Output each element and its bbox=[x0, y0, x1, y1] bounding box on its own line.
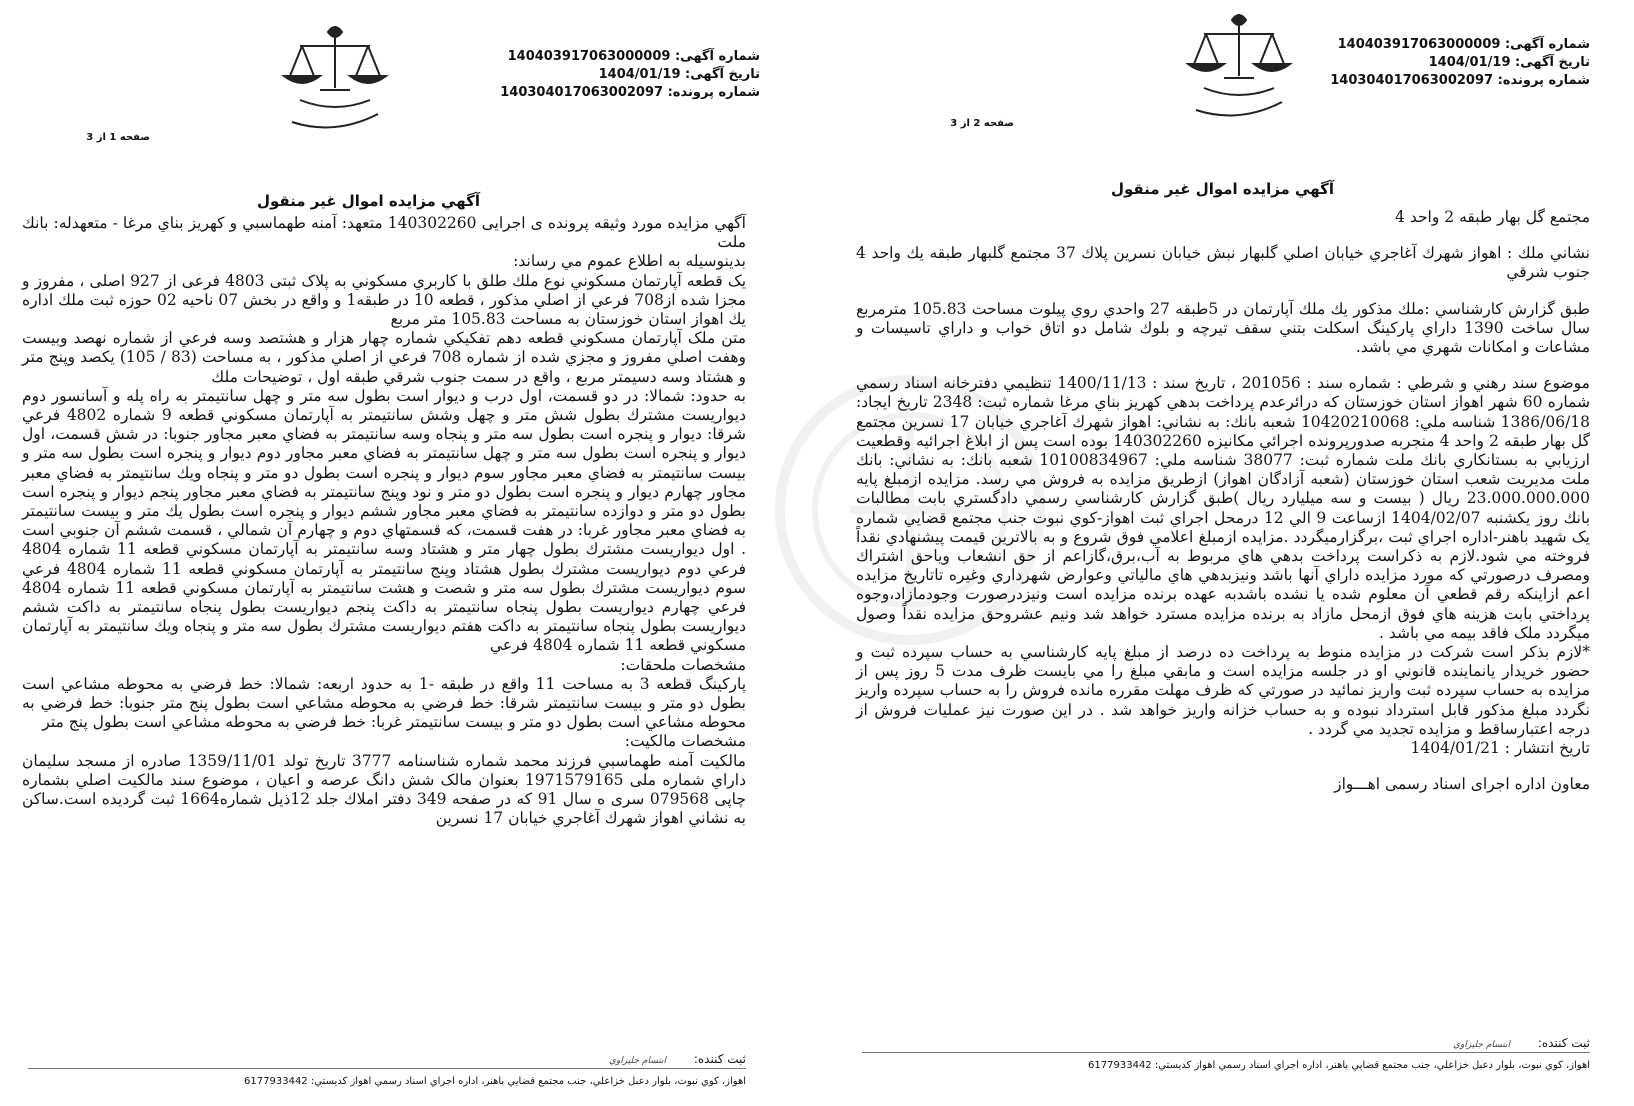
notice-number-label: شماره آگهی: bbox=[674, 49, 760, 64]
notice-meta bbox=[1330, 36, 1590, 90]
ad-body bbox=[22, 214, 746, 829]
ad-title: آگهي مزايده اموال غير منقول bbox=[256, 192, 480, 210]
property-description: یک قطعه آپارتمان مسكوني نوع ملك طلق با كاربري مسكوني به پلاک ثبتی 4803 فرعی از 927 اصلی ، مفروز و مجزا شده از708 فرعي از اصلي مذكور ، قطعه 10 در طبقه1 و واقع در بخش 07 ناحيه 02 حوزه ثبت ملك اداره يك اهواز استان خوزستان به مساحت 105.83 متر مربع bbox=[22, 271, 747, 329]
notice-date: 1404/01/19 bbox=[598, 67, 681, 82]
registrar-signature: ابتسام جليزاوي bbox=[1452, 1040, 1511, 1050]
parking-description: پاركينگ قطعه 3 به مساحت 11 واقع در طبقه -1 به حدود اربعه: شمالا: خط فرضي به محوطه مشاعي است بطول دو متر و بيست سانتيمتر شرقا: خط فرضي به محوطه مشاعي است بطول پنج متر جنوبا: خط فرضي به محوطه مشاعي است بطول دو متر و بيست سانتيمتر غربا: خط فرضي به محوطه مشاعي است بطول پنج متر bbox=[22, 674, 747, 732]
registrar bbox=[1453, 1036, 1590, 1050]
page-number: صفحه 2 از 3 bbox=[950, 118, 1014, 129]
property-address: نشاني ملك : اهواز شهرك آغاجري خيابان اصلي گلبهار نبش خيابان نسرين پلاك 37 مجتمع گلبهار طبقه يك واحد 4 جنوب شرقي bbox=[856, 244, 1590, 282]
notice-number-row bbox=[1330, 36, 1590, 54]
registrar-label: ثبت کننده: bbox=[1537, 1036, 1590, 1050]
annex-heading: مشخصات ملحقات: bbox=[620, 655, 746, 674]
file-number-label: شماره پرونده: bbox=[1497, 73, 1590, 88]
document-page-2 bbox=[834, 0, 1634, 1106]
property-unit: مجتمع گل بهار طبقه 2 واحد 4 bbox=[1395, 208, 1590, 226]
property-boundaries: به حدود: شمالا: در دو قسمت، اول درب و ديوار است بطول سه متر و چهل سانتيمتر به راه پله و آسانسور دوم ديواريست مشترك بطول شش متر و چهل وشش سانتيمتر به آپارتمان مسكوني قطعه 9 شماره 4802 فرعي شرقا: ديوار و پنجره است بطول سه متر و پنجاه وسه سانتيمتر به فضاي معبر مجاور جنوبا: در شش قسمت، اول ديوار و پنجره است بطول سه متر و چهل سانتيمتر به فضاي معبر مجاور دوم ديوار و پنجره است بطول سه متر و بيست سانتيمتر به فضاي معبر مجاور سوم ديوار و پنجره است بطول دو متر و پنجاه ويك سانتيمتر به فضاي معبر مجاور چهارم ديوار و پنجره است بطول دو متر و نود وپنج سانتيمتر به فضاي معبر مجاور پنجم ديوار و پنجره است بطول دو متر و دوازده سانتيمتر به فضاي معبر مجاور ششم ديوار و پنجره است بطول يك متر و بيست سانتيمتر به فضاي معبر مجاور غربا: در هفت قسمت، كه قسمتهاي دوم و چهارم آن شمالي ، قسمت ششم آن جنوبي است . اول ديواريست مشترك بطول چهار متر و هشتاد وسه سانتيمتر به آپارتمان مسكوني قطعه 11 شماره 4804 فرعي دوم ديواريست مشترك بطول هشتاد وپنج سانتيمتر به آپارتمان مسكوني قطعه 11 شماره 4804 فرعي سوم ديواريست مشترك بطول سه متر و شصت و هشت سانتيمتر به آپارتمان مسكوني قطعه 11 شماره 4804 فرعي چهارم ديواريست بطول پنجاه سانتيمتر به داكت پنجم ديواريست بطول پنجاه سانتيمتر به داكت ششم ديواريست بطول پنجاه سانتيمتر به داكت هفتم ديواريست مشترك بطول سه متر و پنجاه ويك سانتيمتر به آپارتمان مسكوني قطعه 11 شماره 4804 فرعي bbox=[22, 386, 747, 655]
file-number: 140304017063002097 bbox=[500, 85, 664, 100]
expert-report: طبق گزارش كارشناسي :ملك مذكور يك ملك آپارتمان در 5طبقه 27 واحدي روي پيلوت مساحت 105.83 مترمربع سال ساخت 1390 داراي پاركينگ اسكلت بتني سقف تيرچه و بلوك شامل دو اتاق خواب و داراي تاسيسات و مشاعات و امكانات شهري مي باشد. bbox=[856, 299, 1590, 357]
footer-address: اهواز، کوي نبوت، بلوار دعبل خزاعلي، جنب مجتمع قضايي باهنر، اداره اجراي اسناد رسمي اهواز کديستي: 6177933442 bbox=[1088, 1060, 1590, 1071]
participation-notes: *لازم بذكر است شركت در مزايده منوط به پرداخت ده درصد از مبلغ پايه كارشناسي به حساب سپرده ثبت و حضور خريدار يانماينده قانوني او در جلسه مزايده است و مابقي مبلغ را مي بايست ظرف مدت 5 روز پس از مزايده به حساب سپرده ثبت واريز نمائيد در صورتي كه ظرف مهلت مقرره مانده فروش را به حساب سپرده واريز نگردد مبلغ مذكور قابل استرداد نبوده و به حساب خزانه واريز خواهد شد . در اين صورت نيز عمليات فروش از درجه اعتبارساقط و مزايده تجديد مي گردد . bbox=[856, 643, 1590, 738]
registrar bbox=[609, 1052, 746, 1066]
ad-body bbox=[856, 208, 1590, 794]
document-page-1 bbox=[0, 0, 800, 1106]
auction-terms: موضوع سند رهني و شرطي : شماره سند : 201056 ، تاريخ سند : 1400/11/13 تنظيمي دفترخانه اسناد رسمي شماره 60 شهر اهواز استان خوزستان كه درائرعدم پرداخت بدهي كهريز بناي مرغا شماره ثبت: 2348 تاريخ ايجاد: 1386/06/18 شناسه ملي: 10420210068 شعبه بانك: به نشاني: اهواز شهرك آغاجري خيابان 17 نسرين مجتمع گل بهار طبقه 2 واحد 4 منجربه صدورپرونده اجرائي مكانيزه 140302260 بوده است پس از ابلاغ اجرائيه وقطعيت ارزيابي به بستانكاري بانك ملت شماره ثبت: 38077 شناسه ملي: 10100834967 شعبه بانك: به نشاني: بانك ملت مديريت شعب استان خوزستان (شعبه آزادگان اهواز) ازطريق مزايده به فروش مي رسد. مزايده ازمبلغ پايه 23.000.000.000 ريال ( بيست و سه ميليارد ريال )طبق گزارش كارشناسي رسمي دادگستري بابت مطالبات بانك روز يكشنبه 1404/02/07 ازساعت 9 الي 12 درمحل اجراي ثبت اهواز-كوي نبوت جنب مجتمع قضايي شماره يک شهيد باهنر-اداره اجراي ثبت ،برگزارميگردد .مزايده ازمبلغ اعلامي فوق شروع و به بالاترين قيمت پيشنهادي نقداً فروخته مي شود.لازم به ذكراست پرداخت بدهي هاي مربوط به آب،برق،گازاعم از حق انشعاب وياحق اشتراك ومصرف درصورتي كه مورد مزايده داراي آنها باشد ونيزبدهي هاي مالياتي وعوارض شهرداري وغيره تاتاريخ مزايده اعم ازاينكه رقم قطعي آن معلوم شده يا نشده باشدبه عهده برنده مزايده است ونيزدرصورت وجودمازاد،وجوه پرداختي بابت هزينه هاي فوق ازمحل مازاد به برنده مزايده مسترد خواهد شد ونيم عشروحق مزايده نقداً وصول ميگردد ملک فاقد بيمه مي باشد . bbox=[856, 374, 1591, 642]
ownership-details: مالكيت آمنه طهماسبي فرزند محمد شماره شناسنامه 3777 تاريخ تولد 1359/11/01 صادره از مسجد سليمان داراي شماره ملی 1971579165 بعنوان مالک شش دانگ عرصه و اعيان ، موضوع سند مالکيت اصلي بشماره چاپی 079568 سری ه سال 91 كه در صفحه 349 دفتر املاك جلد 12ذيل شماره1664 ثبت گرديده است.ساكن به نشاني اهواز شهرك آغاجري خيابان 17 نسرين bbox=[22, 751, 746, 828]
notice-date-row bbox=[500, 66, 760, 84]
judiciary-emblem-icon bbox=[270, 18, 400, 138]
registrar-label: ثبت کننده: bbox=[693, 1052, 746, 1066]
notice-date-row bbox=[1330, 54, 1590, 72]
notice-date-label: تاریخ آگهی: bbox=[685, 67, 760, 82]
issuer-title: معاون اداره اجرای اسناد رسمی اهـــواز bbox=[1334, 775, 1590, 794]
notice-number: 140403917063000009 bbox=[507, 49, 671, 64]
page-number: صفحه 1 از 3 bbox=[86, 132, 150, 143]
judiciary-emblem-icon bbox=[1174, 6, 1304, 126]
file-number-row bbox=[500, 84, 760, 102]
ownership-heading: مشخصات مالكيت: bbox=[624, 732, 746, 751]
notice-number-label: شماره آگهی: bbox=[1504, 37, 1590, 52]
footer-divider bbox=[28, 1068, 746, 1069]
file-number-row bbox=[1330, 72, 1590, 90]
notice-meta bbox=[500, 48, 760, 102]
footer-address: اهواز، کوي نبوت، بلوار دعبل خزاعلي، جنب مجتمع قضايي باهنر، اداره اجراي اسناد رسمي اهواز کديستي: 6177933442 bbox=[244, 1076, 746, 1087]
notice-number: 140403917063000009 bbox=[1337, 37, 1501, 52]
file-number: 140304017063002097 bbox=[1330, 73, 1494, 88]
auction-intro: آگهي مزايده مورد وثيقه پرونده ی اجرايی 140302260 متعهد: آمنه طهماسبي و كهريز بناي مرغا - متعهدله: بانك ملت bbox=[22, 214, 746, 252]
footer-divider bbox=[862, 1052, 1590, 1053]
notice-date-label: تاریخ آگهی: bbox=[1515, 55, 1590, 70]
announcement: بدينوسيله به اطلاع عموم مي رساند: bbox=[513, 252, 746, 271]
file-number-label: شماره پرونده: bbox=[667, 85, 760, 100]
notice-number-row bbox=[500, 48, 760, 66]
publish-date: تاريخ انتشار : 1404/01/21 bbox=[1410, 739, 1590, 758]
registrar-signature: ابتسام جليزاوي bbox=[608, 1056, 667, 1066]
ad-title: آگهي مزايده اموال غير منقول bbox=[1110, 180, 1334, 198]
property-deed-text: متن ملک آپارتمان مسكوني قطعه دهم تفكيكي شماره چهار هزار و هشتصد وسه فرعي از شماره نهصد وبيست وهفت اصلي مفروز و مجزي شده از شماره 708 فرعي از اصلي مذكور ، به مساحت (83 / 105) يكصد وپنج متر و هشتاد وسه دسيمتر مربع ، واقع در سمت جنوب شرقي طبقه اول ، توضيحات ملك bbox=[22, 329, 746, 386]
notice-date: 1404/01/19 bbox=[1428, 55, 1511, 70]
